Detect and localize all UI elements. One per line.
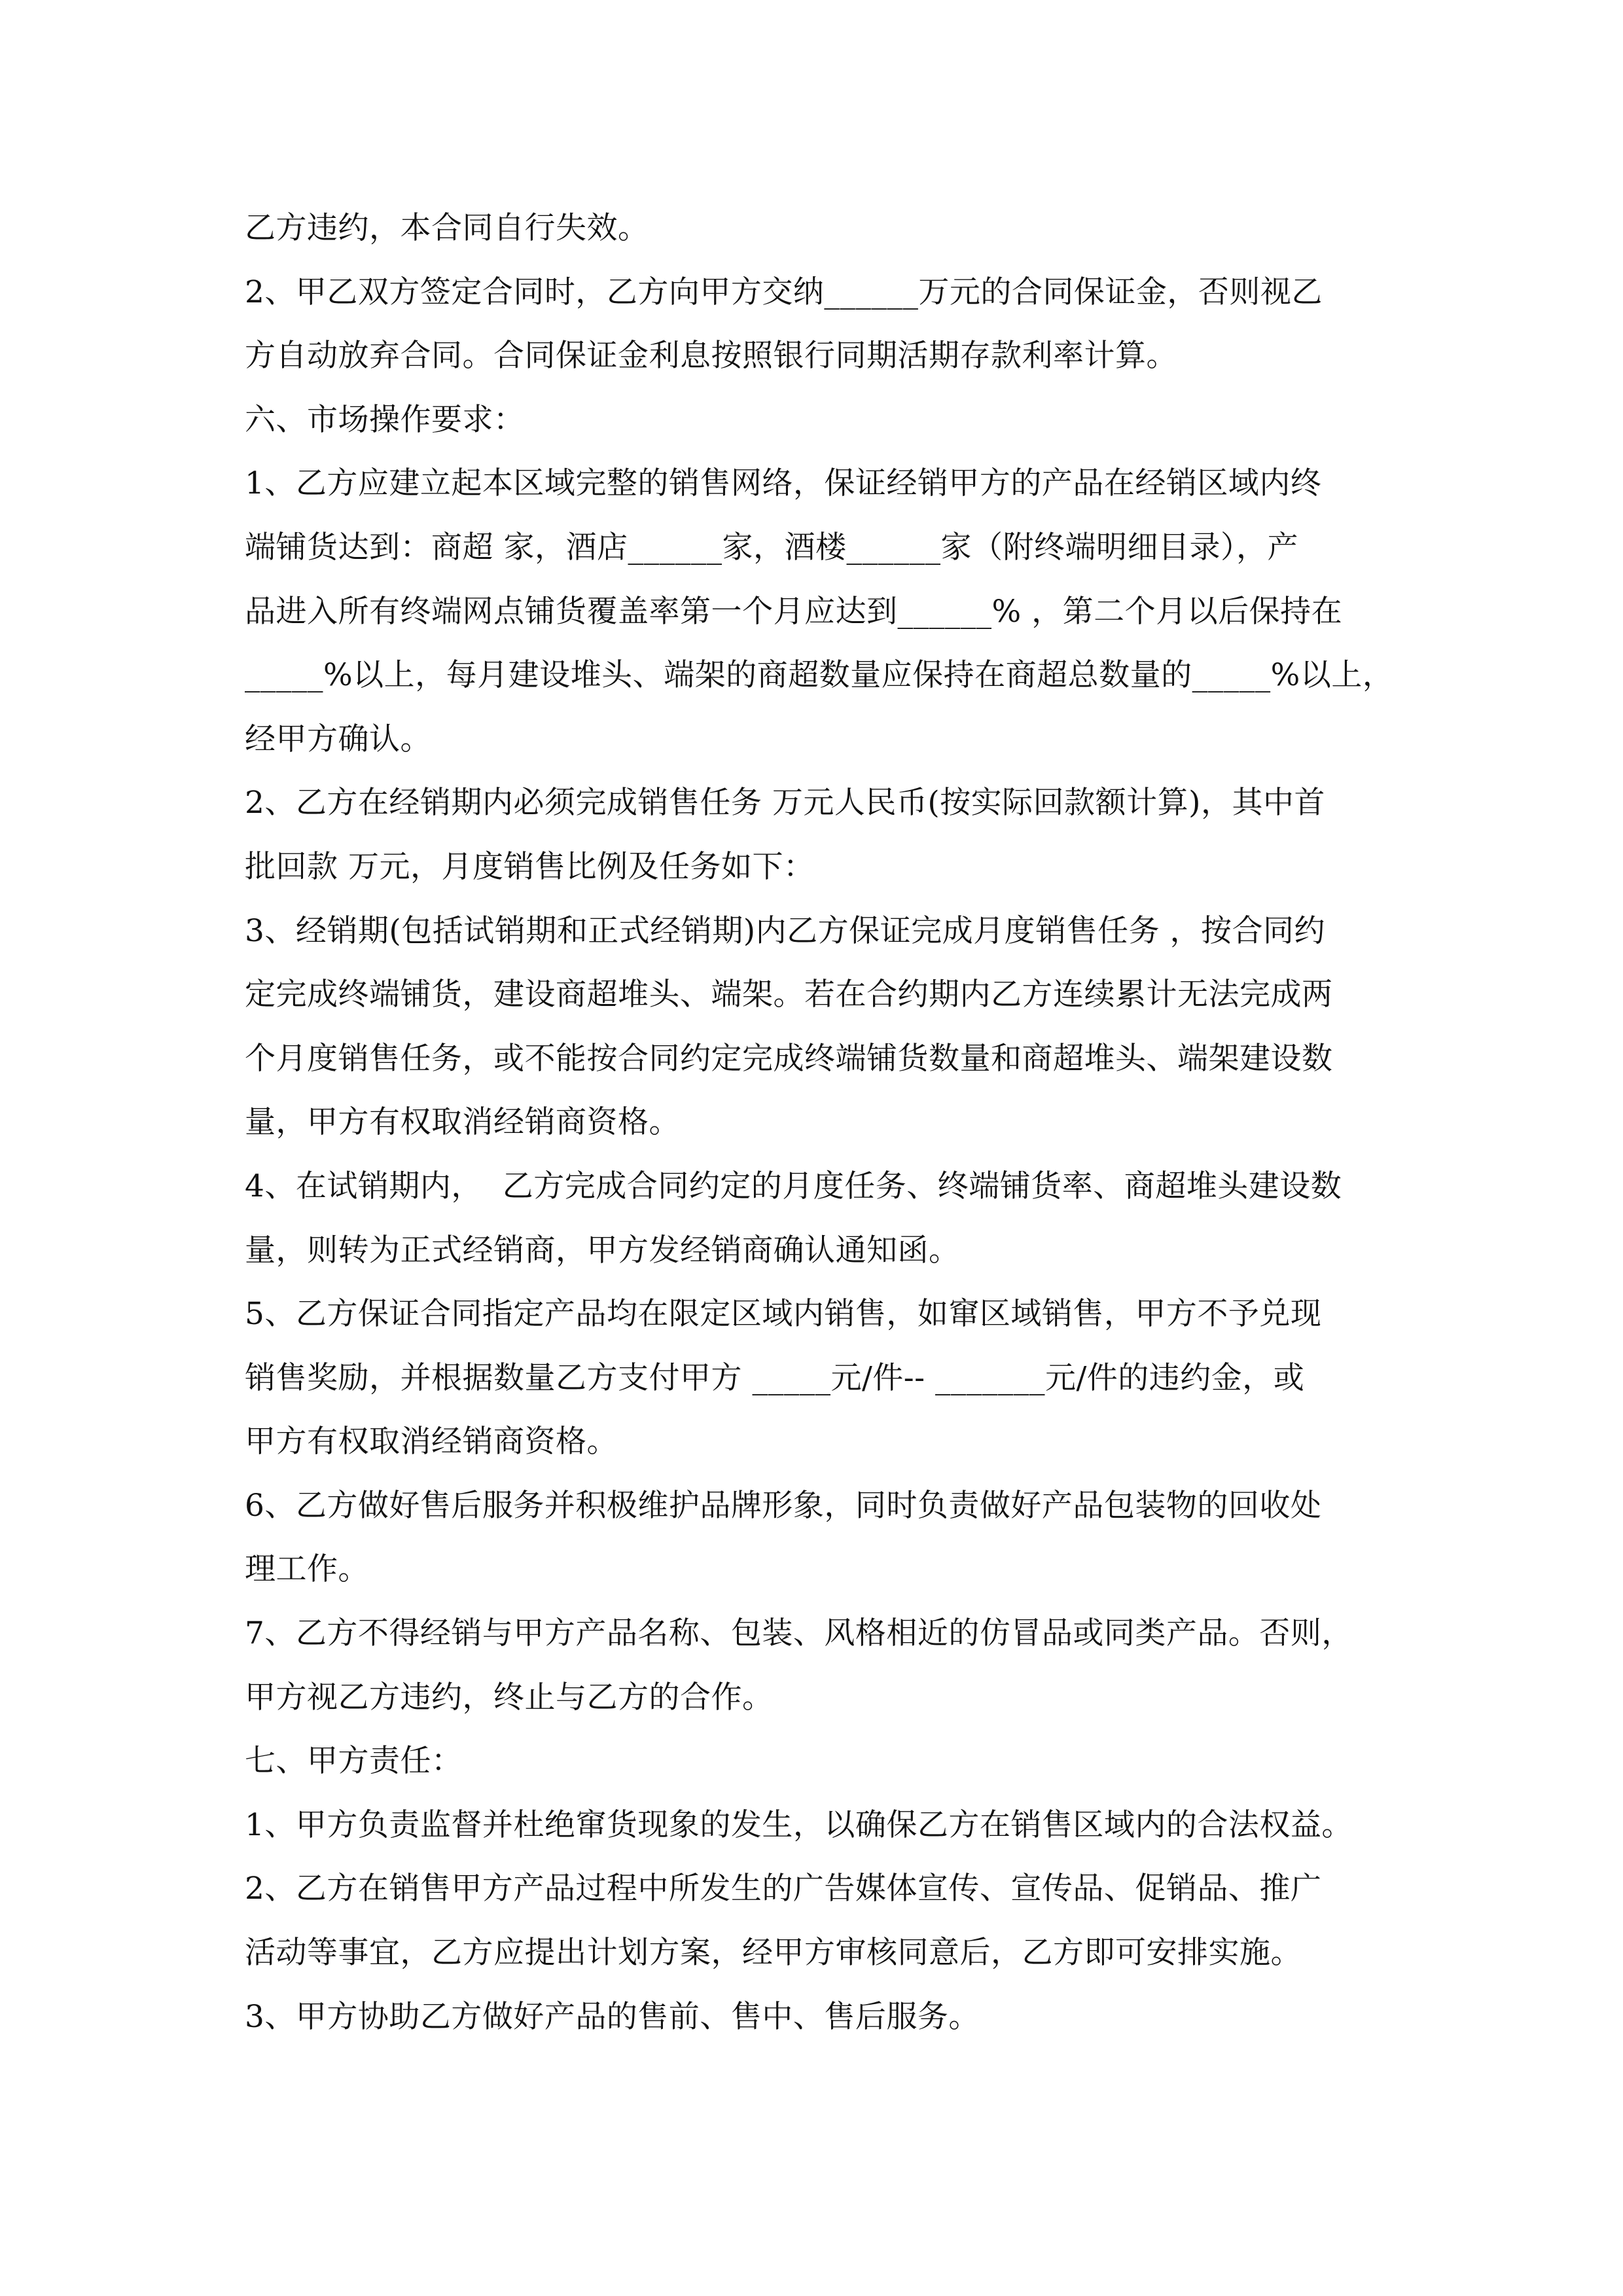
text-line: 批回款 万元，月度销售比例及任务如下： bbox=[245, 848, 815, 885]
text-line: 6、乙方做好售后服务并积极维护品牌形象，同时负责做好产品包装物的回收处 bbox=[245, 1487, 1322, 1524]
text-line: 甲方有权取消经销商资格。 bbox=[245, 1424, 618, 1460]
text-line: 1、甲方负责监督并杜绝窜货现象的发生，以确保乙方在销售区域内的合法权益。 bbox=[245, 1806, 1353, 1843]
text-line: 2、甲乙双方签定合同时，乙方向甲方交纳______万元的合同保证金，否则视乙 bbox=[245, 274, 1323, 310]
text-line: 1、乙方应建立起本区域完整的销售网络，保证经销甲方的产品在经销区域内终 bbox=[245, 465, 1322, 502]
text-line: 端铺货达到：商超 家，酒店______家，酒楼______家（附终端明细目录），产 bbox=[245, 529, 1298, 565]
text-line: 3、经销期(包括试销期和正式经销期)内乙方保证完成月度销售任务 ，按合同约 bbox=[245, 912, 1326, 949]
text-line: 方自动放弃合同。合同保证金利息按照银行同期活期存款利率计算。 bbox=[245, 338, 1177, 374]
text-line: 定完成终端铺货，建设商超堆头、端架。若在合约期内乙方连续累计无法完成两 bbox=[245, 977, 1333, 1013]
section-heading: 七、甲方责任： bbox=[245, 1743, 463, 1780]
text-line: 3、甲方协助乙方做好产品的售前、售中、售后服务。 bbox=[245, 1998, 980, 2035]
text-line: 个月度销售任务，或不能按合同约定完成终端铺货数量和商超堆头、端架建设数 bbox=[245, 1040, 1333, 1077]
text-line: 甲方视乙方违约，终止与乙方的合作。 bbox=[245, 1679, 774, 1715]
section-heading: 六、市场操作要求： bbox=[245, 401, 525, 438]
text-line: 7、乙方不得经销与甲方产品名称、包装、风格相近的仿冒品或同类产品。否则， bbox=[245, 1615, 1353, 1652]
text-line: 5、乙方保证合同指定产品均在限定区域内销售，如窜区域销售，甲方不予兑现 bbox=[245, 1296, 1322, 1333]
text-line: _____%以上，每月建设堆头、端架的商超数量应保持在商超总数量的_____%以上， bbox=[245, 657, 1394, 694]
text-line: 4、在试销期内， 乙方完成合同约定的月度任务、终端铺货率、商超堆头建设数 bbox=[245, 1168, 1342, 1204]
text-line: 量，则转为正式经销商，甲方发经销商确认通知函。 bbox=[245, 1232, 960, 1268]
text-line: 经甲方确认。 bbox=[245, 721, 431, 757]
text-line: 品进入所有终端网点铺货覆盖率第一个月应达到______% ，第二个月以后保持在 bbox=[245, 593, 1343, 630]
text-line: 理工作。 bbox=[245, 1551, 369, 1588]
text-line: 销售奖励，并根据数量乙方支付甲方 _____元/件-- _______元/件的违约金，或 bbox=[245, 1359, 1305, 1396]
text-line: 乙方违约，本合同自行失效。 bbox=[245, 210, 649, 246]
text-line: 2、乙方在销售甲方产品过程中所发生的广告媒体宣传、宣传品、促销品、推广 bbox=[245, 1871, 1322, 1907]
text-line: 活动等事宜，乙方应提出计划方案，经甲方审核同意后，乙方即可安排实施。 bbox=[245, 1935, 1302, 1971]
text-line: 2、乙方在经销期内必须完成销售任务 万元人民币(按实际回款额计算)，其中首 bbox=[245, 785, 1326, 821]
contract-body-text bbox=[245, 196, 1394, 2049]
text-line: 量，甲方有权取消经销商资格。 bbox=[245, 1104, 680, 1141]
